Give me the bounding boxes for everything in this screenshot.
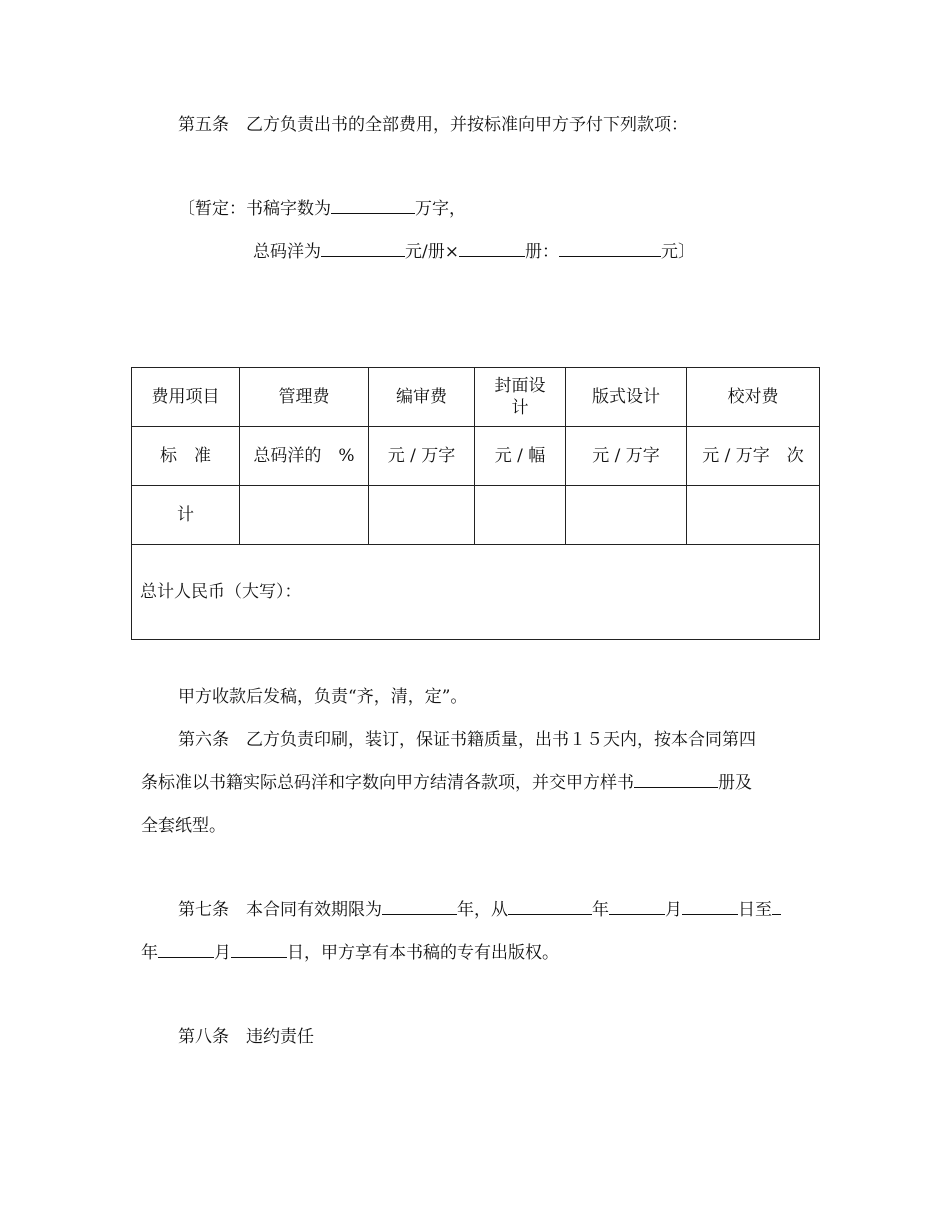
fee-table-header-row: [132, 368, 820, 427]
article-7-l1-e: 日至: [738, 900, 772, 920]
tentative-line-2-suffix: 元〕: [660, 242, 695, 262]
article-6-line-3: 全套纸型。: [141, 816, 226, 836]
article-6-line-1: 第六条 乙方负责印刷，装订，保证书籍质量，出书１５天内，按本合同第四: [178, 730, 756, 750]
standard-management-fee[interactable]: 总码洋的 %: [240, 427, 369, 486]
subtotal-label: 计: [132, 486, 240, 545]
start-year-blank[interactable]: [508, 898, 592, 915]
total-rmb-cell[interactable]: 总计人民币（大写）：: [132, 545, 820, 640]
article-7-l2-a: 年: [141, 943, 158, 963]
header-proofreading-fee: 校对费: [687, 368, 820, 427]
article-6-line-2-suffix: 册及: [718, 773, 752, 793]
subtotal-proofreading-fee[interactable]: [687, 486, 820, 545]
end-month-blank[interactable]: [158, 941, 214, 958]
standard-label: 标 准: [132, 427, 240, 486]
validity-years-blank[interactable]: [382, 898, 457, 915]
total-price-blank[interactable]: [559, 240, 661, 257]
end-day-blank[interactable]: [231, 941, 287, 958]
end-year-blank-start[interactable]: [772, 898, 781, 915]
article-6-line-2-prefix: 条标准以书籍实际总码洋和字数向甲方结清各款项，并交甲方样书: [141, 773, 634, 793]
subtotal-editing-fee[interactable]: [369, 486, 475, 545]
standard-editing-fee[interactable]: 元 / 万字: [369, 427, 475, 486]
article-7-l1-a: 第七条 本合同有效期限为: [178, 900, 382, 920]
tentative-line-1-suffix: 万字，: [415, 199, 466, 219]
subtotal-cover-design[interactable]: [475, 486, 566, 545]
fee-table-total-row: [132, 545, 820, 640]
fee-table-subtotal-row: [132, 486, 820, 545]
standard-cover-design[interactable]: 元 / 幅: [475, 427, 566, 486]
start-day-blank[interactable]: [682, 898, 738, 915]
after-payment-clause: 甲方收款后发稿，负责“齐，清，定”。: [178, 687, 468, 707]
start-month-blank[interactable]: [609, 898, 665, 915]
fee-table-standard-row: [132, 427, 820, 486]
header-management-fee: 管理费: [240, 368, 369, 427]
tentative-line-1-prefix: 〔暂定：书稿字数为: [178, 199, 331, 219]
article-7-l1-c: 年: [592, 900, 609, 920]
tentative-line-2-mid2: 册：: [524, 242, 559, 262]
price-per-copy-blank[interactable]: [321, 240, 405, 257]
article-8-heading: 第八条 违约责任: [178, 1027, 314, 1047]
tentative-line-2-mid1: 元/册×: [405, 242, 459, 262]
article-5-heading: 第五条 乙方负责出书的全部费用，并按标准向甲方予付下列款项：: [178, 115, 688, 135]
article-7-line-2: [141, 941, 559, 965]
header-cover-design: 封面设计: [475, 368, 566, 427]
tentative-line-2: [253, 240, 695, 264]
word-count-blank[interactable]: [331, 197, 415, 214]
article-7-line-1: [178, 898, 781, 922]
copy-count-blank[interactable]: [459, 240, 525, 257]
tentative-line-2-prefix: 总码洋为: [253, 242, 321, 262]
subtotal-management-fee[interactable]: [240, 486, 369, 545]
header-editing-fee: 编审费: [369, 368, 475, 427]
tentative-line-1: [178, 197, 466, 221]
standard-layout-design[interactable]: 元 / 万字: [566, 427, 687, 486]
article-7-l2-c: 日，甲方享有本书稿的专有出版权。: [287, 943, 559, 963]
subtotal-layout-design[interactable]: [566, 486, 687, 545]
article-7-l1-b: 年，从: [457, 900, 508, 920]
sample-copies-blank[interactable]: [634, 771, 718, 788]
article-7-l2-b: 月: [214, 943, 231, 963]
header-layout-design: 版式设计: [566, 368, 687, 427]
header-fee-item: 费用项目: [132, 368, 240, 427]
article-7-l1-d: 月: [665, 900, 682, 920]
fee-table: [131, 367, 820, 640]
standard-proofreading-fee[interactable]: 元 / 万字 次: [687, 427, 820, 486]
article-6-line-2: [141, 771, 752, 795]
